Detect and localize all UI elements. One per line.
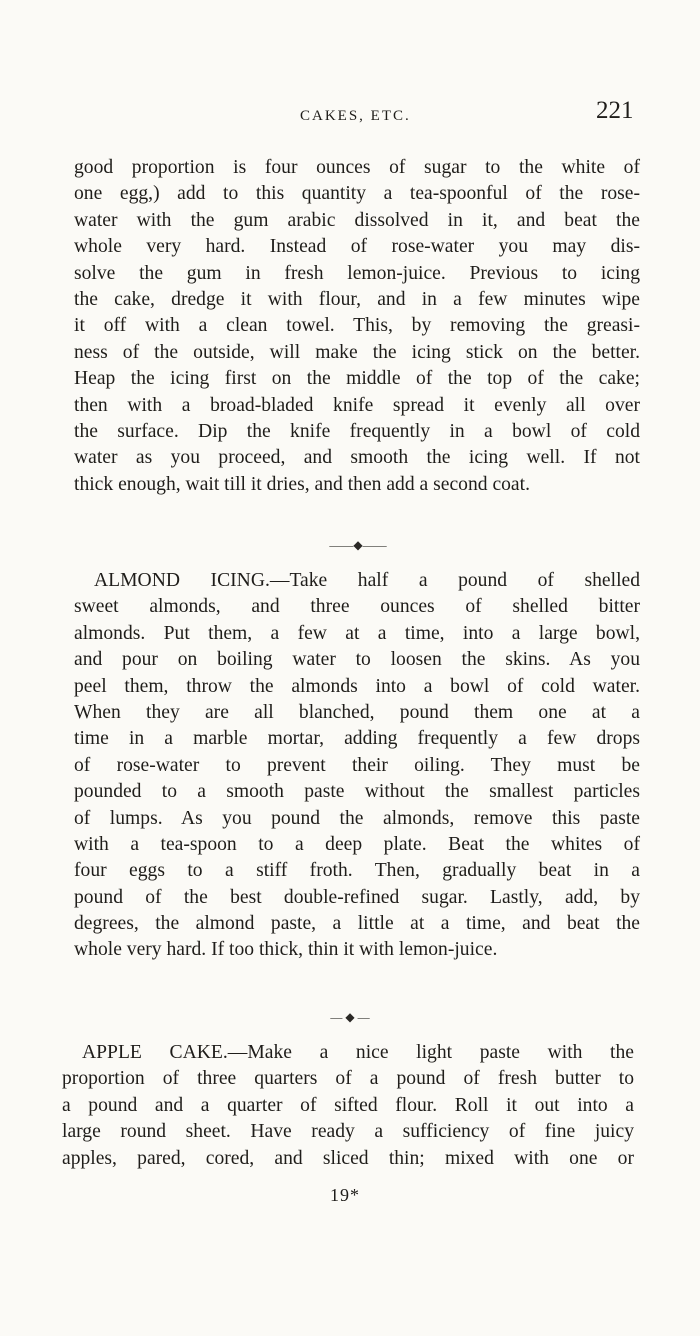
text-line: a pound and a quarter of sifted flour. Roll it out into a xyxy=(62,1094,634,1116)
section-heading-line: ALMOND ICING.—Take half a pound of shelled xyxy=(94,570,640,591)
text-line: sweet almonds, and three ounces of shelled bitter xyxy=(74,596,640,618)
text-line: pounded to a smooth paste without the smallest particles xyxy=(74,781,640,803)
text-line: it off with a clean towel. This, by removing the greasi- xyxy=(74,315,640,337)
text-line: good proportion is four ounces of sugar to the white of xyxy=(74,157,640,178)
text-line: water as you proceed, and smooth the icing well. If not xyxy=(74,447,640,469)
text-line: degrees, the almond paste, a little at a time, and beat the xyxy=(74,913,640,935)
text-line: ness of the outside, will make the icing stick on the better. xyxy=(74,341,640,363)
paragraph-icing-continued xyxy=(74,155,640,498)
text-line: of rose-water to prevent their oiling. They must be xyxy=(74,754,640,776)
text-line: whole very hard. Instead of rose-water you may dis- xyxy=(74,236,640,258)
text-line: with a tea-spoon to a deep plate. Beat the whites of xyxy=(74,833,640,855)
text-line: the surface. Dip the knife frequently in a bowl of cold xyxy=(74,420,640,442)
paragraph-almond-icing xyxy=(74,568,640,964)
text-line: peel them, throw the almonds into a bowl of cold water. xyxy=(74,675,640,697)
paragraph-apple-cake xyxy=(62,1040,634,1172)
text-line: four eggs to a stiff froth. Then, gradually beat in a xyxy=(74,860,640,882)
section-heading-line: APPLE CAKE.—Make a nice light paste with the xyxy=(82,1042,634,1063)
text-line: then with a broad-bladed knife spread it evenly all over xyxy=(74,394,640,416)
text-line: the cake, dredge it with flour, and in a few minutes wipe xyxy=(74,288,640,310)
text-line: of lumps. As you pound the almonds, remove this paste xyxy=(74,807,640,829)
text-line: whole very hard. If too thick, thin it with lemon-juice. xyxy=(74,939,498,961)
text-line: and pour on boiling water to loosen the skins. As you xyxy=(74,649,640,671)
text-line: Heap the icing first on the middle of the top of the cake; xyxy=(74,368,640,390)
text-line: large round sheet. Have ready a sufficiency of fine juicy xyxy=(62,1121,634,1143)
signature-mark: 19* xyxy=(330,1185,360,1205)
text-line: water with the gum arabic dissolved in it, and beat the xyxy=(74,209,640,231)
text-line: pound of the best double-refined sugar. Lastly, add, by xyxy=(74,886,640,908)
text-line: one egg,) add to this quantity a tea-spoonful of the rose- xyxy=(74,183,640,205)
page-number: 221 xyxy=(596,97,634,124)
text-line: apples, pared, cored, and sliced thin; mixed with one or xyxy=(62,1147,634,1169)
section-divider-ornament: — ◆ — xyxy=(330,1010,370,1024)
section-divider-ornament: ——◆—— xyxy=(329,538,387,552)
text-line: time in a marble mortar, adding frequently a few drops xyxy=(74,728,640,750)
text-line: proportion of three quarters of a pound of fresh butter to xyxy=(62,1068,634,1090)
text-line: thick enough, wait till it dries, and then add a second coat. xyxy=(74,473,530,495)
running-head: CAKES, ETC. xyxy=(300,108,411,124)
text-line: When they are all blanched, pound them one at a xyxy=(74,701,640,723)
text-line: almonds. Put them, a few at a time, into a large bowl, xyxy=(74,622,640,644)
text-line: solve the gum in fresh lemon-juice. Previous to icing xyxy=(74,262,640,284)
